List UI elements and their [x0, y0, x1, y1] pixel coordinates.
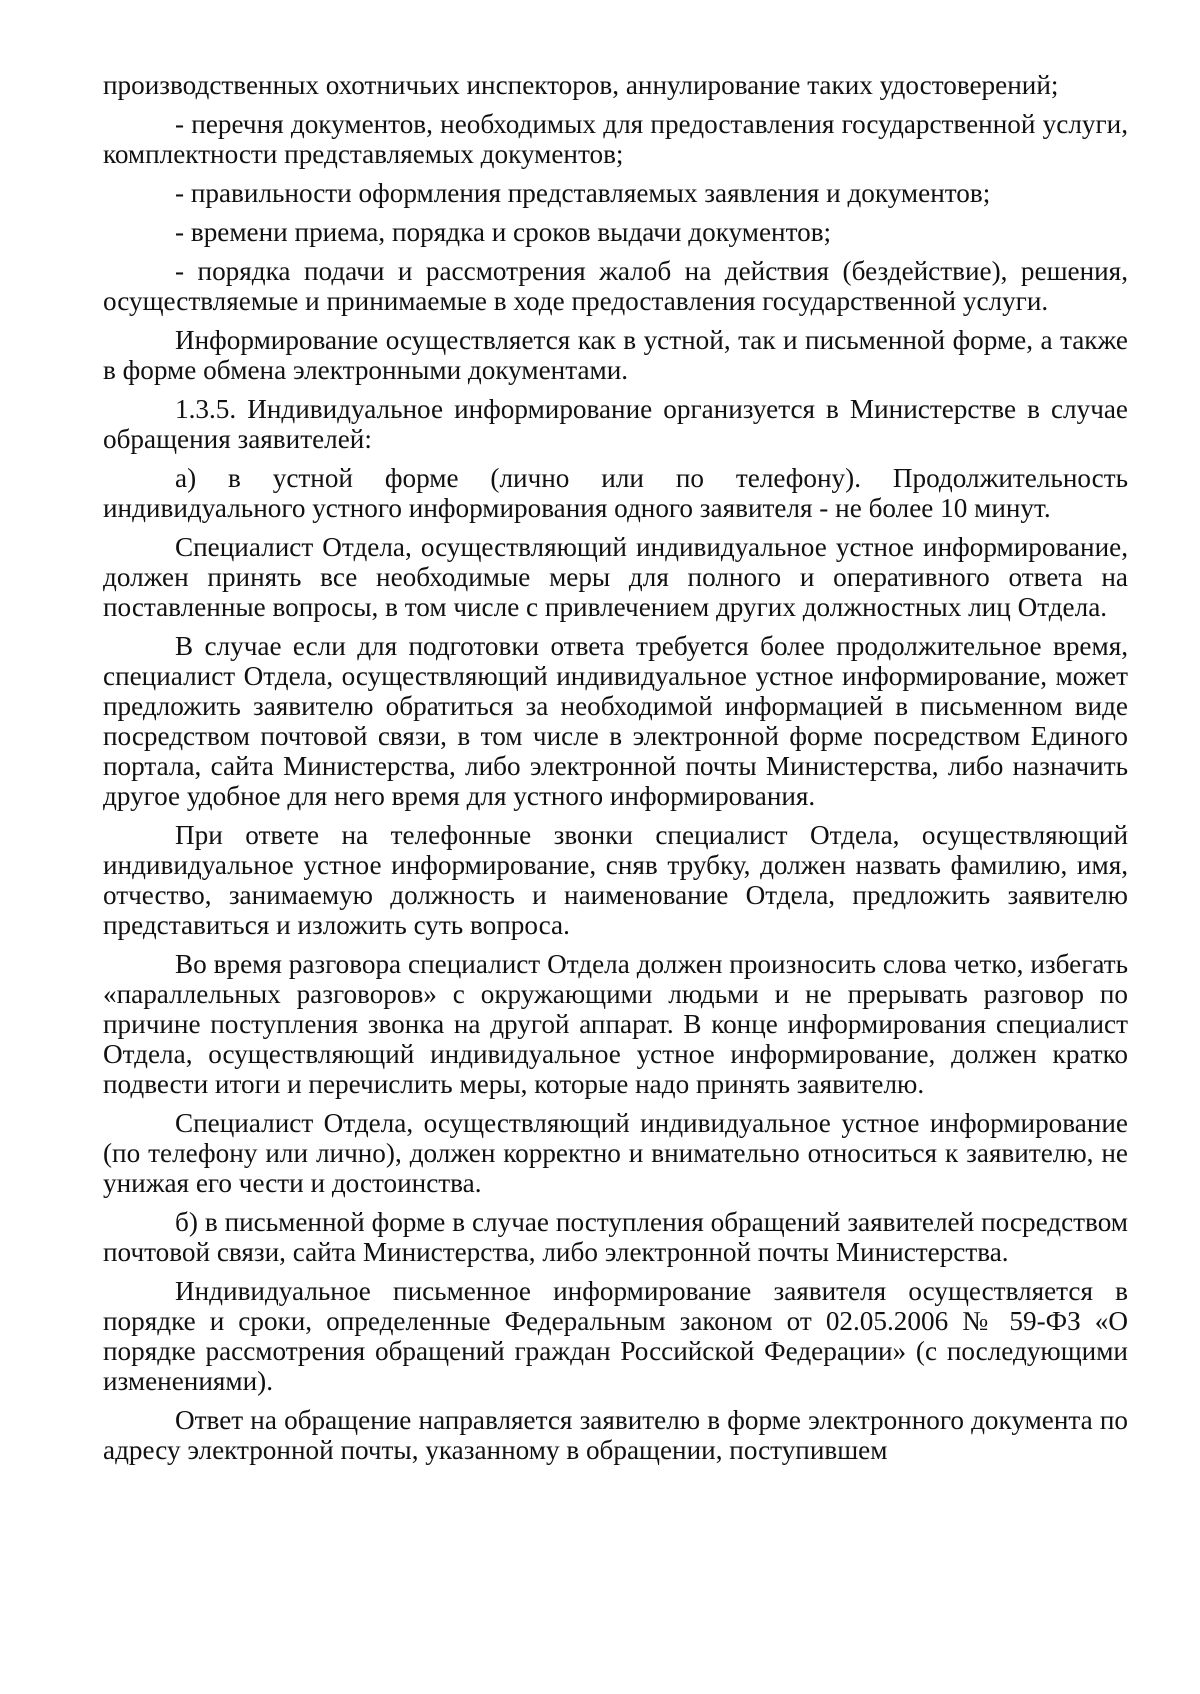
paragraph-continued: Ответ на обращение направляется заявителю в форме электронного документа по адресу электронной почты, указанному в обращении, поступившем — [103, 1405, 1128, 1465]
paragraph: Индивидуальное письменное информирование заявителя осуществляется в порядке и сроки, определенные Федеральным законом от 02.05.2006 № 59-ФЗ «О порядке рассмотрения обращений граждан Российской Федерации» (с последующими изменениями). — [103, 1276, 1128, 1396]
paragraph-list-item: - времени приема, порядка и сроков выдачи документов; — [175, 217, 832, 247]
paragraph-item-a: а) в устной форме (лично или по телефону). Продолжительность индивидуального устного информирования одного заявителя - не более 10 минут. — [103, 463, 1128, 523]
paragraph-list-item: - перечня документов, необходимых для предоставления государственной услуги, комплектности представляемых документов; — [103, 109, 1128, 169]
paragraph-list-item: - правильности оформления представляемых заявления и документов; — [175, 178, 991, 208]
paragraph: Во время разговора специалист Отдела должен произносить слова четко, избегать «параллельных разговоров» с окружающими людьми и не прерывать разговор по причине поступления звонка на другой аппарат. В конце информирования специалист Отдела, осуществляющий индивидуальное устное информирование, должен кратко подвести итоги и перечислить меры, которые надо принять заявителю. — [103, 949, 1128, 1099]
paragraph: Специалист Отдела, осуществляющий индивидуальное устное информирование (по телефону или лично), должен корректно и внимательно относиться к заявителю, не унижая его чести и достоинства. — [103, 1108, 1128, 1198]
document-body — [103, 70, 1128, 1474]
paragraph-section-1-3-5: 1.3.5. Индивидуальное информирование организуется в Министерстве в случае обращения заявителей: — [103, 394, 1128, 454]
paragraph: Специалист Отдела, осуществляющий индивидуальное устное информирование, должен принять все необходимые меры для полного и оперативного ответа на поставленные вопросы, в том числе с привлечением других должностных лиц Отдела. — [103, 532, 1128, 622]
paragraph: При ответе на телефонные звонки специалист Отдела, осуществляющий индивидуальное устное информирование, сняв трубку, должен назвать фамилию, имя, отчество, занимаемую должность и наименование Отдела, предложить заявителю представиться и изложить суть вопроса. — [103, 820, 1128, 940]
paragraph-list-item: - порядка подачи и рассмотрения жалоб на действия (бездействие), решения, осуществляемые и принимаемые в ходе предоставления государственной услуги. — [103, 256, 1128, 316]
paragraph-item-b: б) в письменной форме в случае поступления обращений заявителей посредством почтовой связи, сайта Министерства, либо электронной почты Министерства. — [103, 1207, 1128, 1267]
paragraph: Информирование осуществляется как в устной, так и письменной форме, а также в форме обмена электронными документами. — [103, 325, 1128, 385]
paragraph: В случае если для подготовки ответа требуется более продолжительное время, специалист Отдела, осуществляющий индивидуальное устное информирование, может предложить заявителю обратиться за необходимой информацией в письменном виде посредством почтовой связи, в том числе в электронной форме посредством Единого портала, сайта Министерства, либо электронной почты Министерства, либо назначить другое удобное для него время для устного информирования. — [103, 631, 1128, 811]
paragraph-continuation: производственных охотничьих инспекторов, аннулирование таких удостоверений; — [103, 70, 1059, 100]
